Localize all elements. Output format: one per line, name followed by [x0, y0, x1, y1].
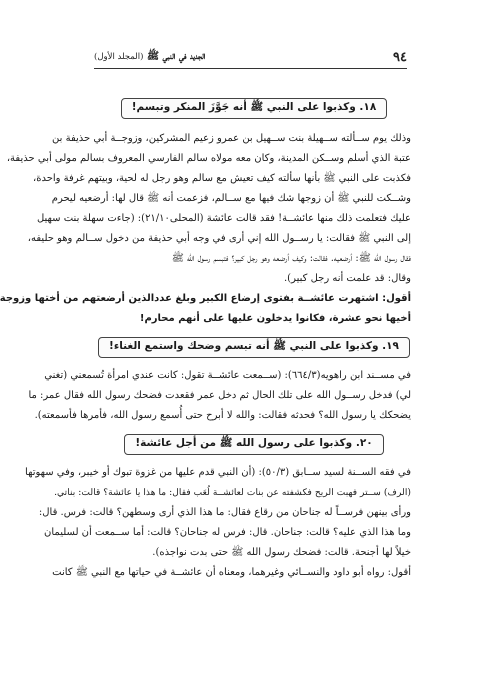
- comment-line: أخيها نحو عشرة، فكانوا يدخلون عليها على أنهم محارم!: [139, 313, 411, 324]
- running-header: [94, 48, 407, 66]
- body-line: عتبة الذي أسلم وســكن المدينة، وكان معه مولاه سالم الفارسي المعروف بسالم مولى أبي حذيفة،: [6, 153, 411, 164]
- body-line: في فقه الســنة لسيد ســابق (٥٠/٣): (أن النبي قدم عليها من غزوة تبوك أو خيبر، وفي سهوتها: [25, 467, 411, 478]
- body-line: ورأى بينهن فرســاً له جناحان من رقاع فقال: ما هذا الذي أرى وسطهن؟ قالت: فرس. قال:: [38, 507, 411, 518]
- body-line: فكذبت على النبي ﷺ بأنها سألته كيف تعيش مع سالم وهو رجل له لحية، وبيتهم غرفة واحدة،: [32, 173, 411, 184]
- page-content: [0, 88, 411, 583]
- book-page: [2, 0, 499, 695]
- body-line: وقال: قد علمت أنه رجل كبير).: [284, 273, 411, 284]
- comment-line: أقول: اشتهرت عائشــة بفتوى إرضاع الكبير وبلغ عددالذين أرضعتهم من أختها وزوجة: [0, 293, 411, 304]
- section-body-19: [28, 366, 411, 426]
- body-line: لي) فدخل رســول الله على تلك الحال ثم دخل عمر فقعدت فضحك رسول الله فقال عمر: ما: [28, 390, 411, 401]
- body-line: وشــكت للنبي ﷺ أن زوجها شك فيها مع ســالم، فزعمت أنه ﷺ قال لها: أرضعيه ليحرم: [51, 193, 411, 204]
- body-line: فقال رسول الله ﷺ: أرضعيه. فقالت: وكيف أرضعه وهو رجل كبير؟ فتبسم رسول الله ﷺ: [171, 253, 411, 264]
- section-heading-19: ١٩. وكذبوا على النبي ﷺ أنه تبسم وضحك واستمع الغناء!: [98, 337, 410, 358]
- comment-line: أقول: رواه أبو داود والنســائي وغيرهما، ومعناه أن عائشــة في حياتها مع النبي ﷺ كانت: [52, 567, 411, 578]
- book-title-group: [94, 50, 205, 64]
- body-line: إلى النبي ﷺ فقالت: يا رســول الله إني أرى في وجه أبي حذيفة من دخول ســالم وهو حليفه،: [27, 233, 411, 244]
- section-body-18: [0, 129, 411, 329]
- book-title: الجديد في النبي ﷺ: [146, 51, 206, 62]
- volume-label: (المجلد الأول): [94, 52, 144, 62]
- section-heading-18: ١٨. وكذبوا على النبي ﷺ أنه جَوَّزَ المنكر وتبسم!: [121, 98, 387, 119]
- body-line: عليك فتعلمت ذلك منها عائشــة! فقد قالت عائشة (المحلى٢١/١٠): (جاءت سهلة بنت سهيل: [36, 213, 411, 224]
- body-line: وما هذا الذي عليه؟ قالت: جناحان. قال: فرس له جناحان؟ قالت: أما ســمعت أن لسليمان: [44, 527, 411, 538]
- page-number: ٩٤: [393, 49, 407, 65]
- body-line: في مســند ابن راهويه(٦٦٤/٣): (ســمعت عائشــة تقول: كانت عندي امرأة تُسمعني (تغني: [44, 370, 411, 381]
- header-rule: [94, 68, 407, 69]
- body-line: يضحكك يا رسول الله؟ فحدثه فقالت: والله لا أبرح حتى أُسمع رسول الله، فأمرها فأسمعته).: [34, 410, 411, 421]
- section-heading-20: ٢٠. وكذبوا على رسول الله ﷺ من أجل عائشة!: [124, 434, 383, 455]
- body-line: (الرف) ســتر فهبت الريح فكشفته عن بنات لعائشــة لُعَب فقال: ما هذا يا عائشة؟ قالت: بناتي.: [54, 487, 411, 498]
- body-line: وذلك يوم ســألته ســهيلة بنت ســهيل بن عمرو زعيم المشركين، وزوجــة أبي حذيفة بن: [52, 133, 411, 144]
- body-line: خيلاً لها أجنحة. قالت: فضحك رسول الله ﷺ حتى بدت نواجذه).: [152, 547, 411, 558]
- section-body-20: [25, 463, 411, 583]
